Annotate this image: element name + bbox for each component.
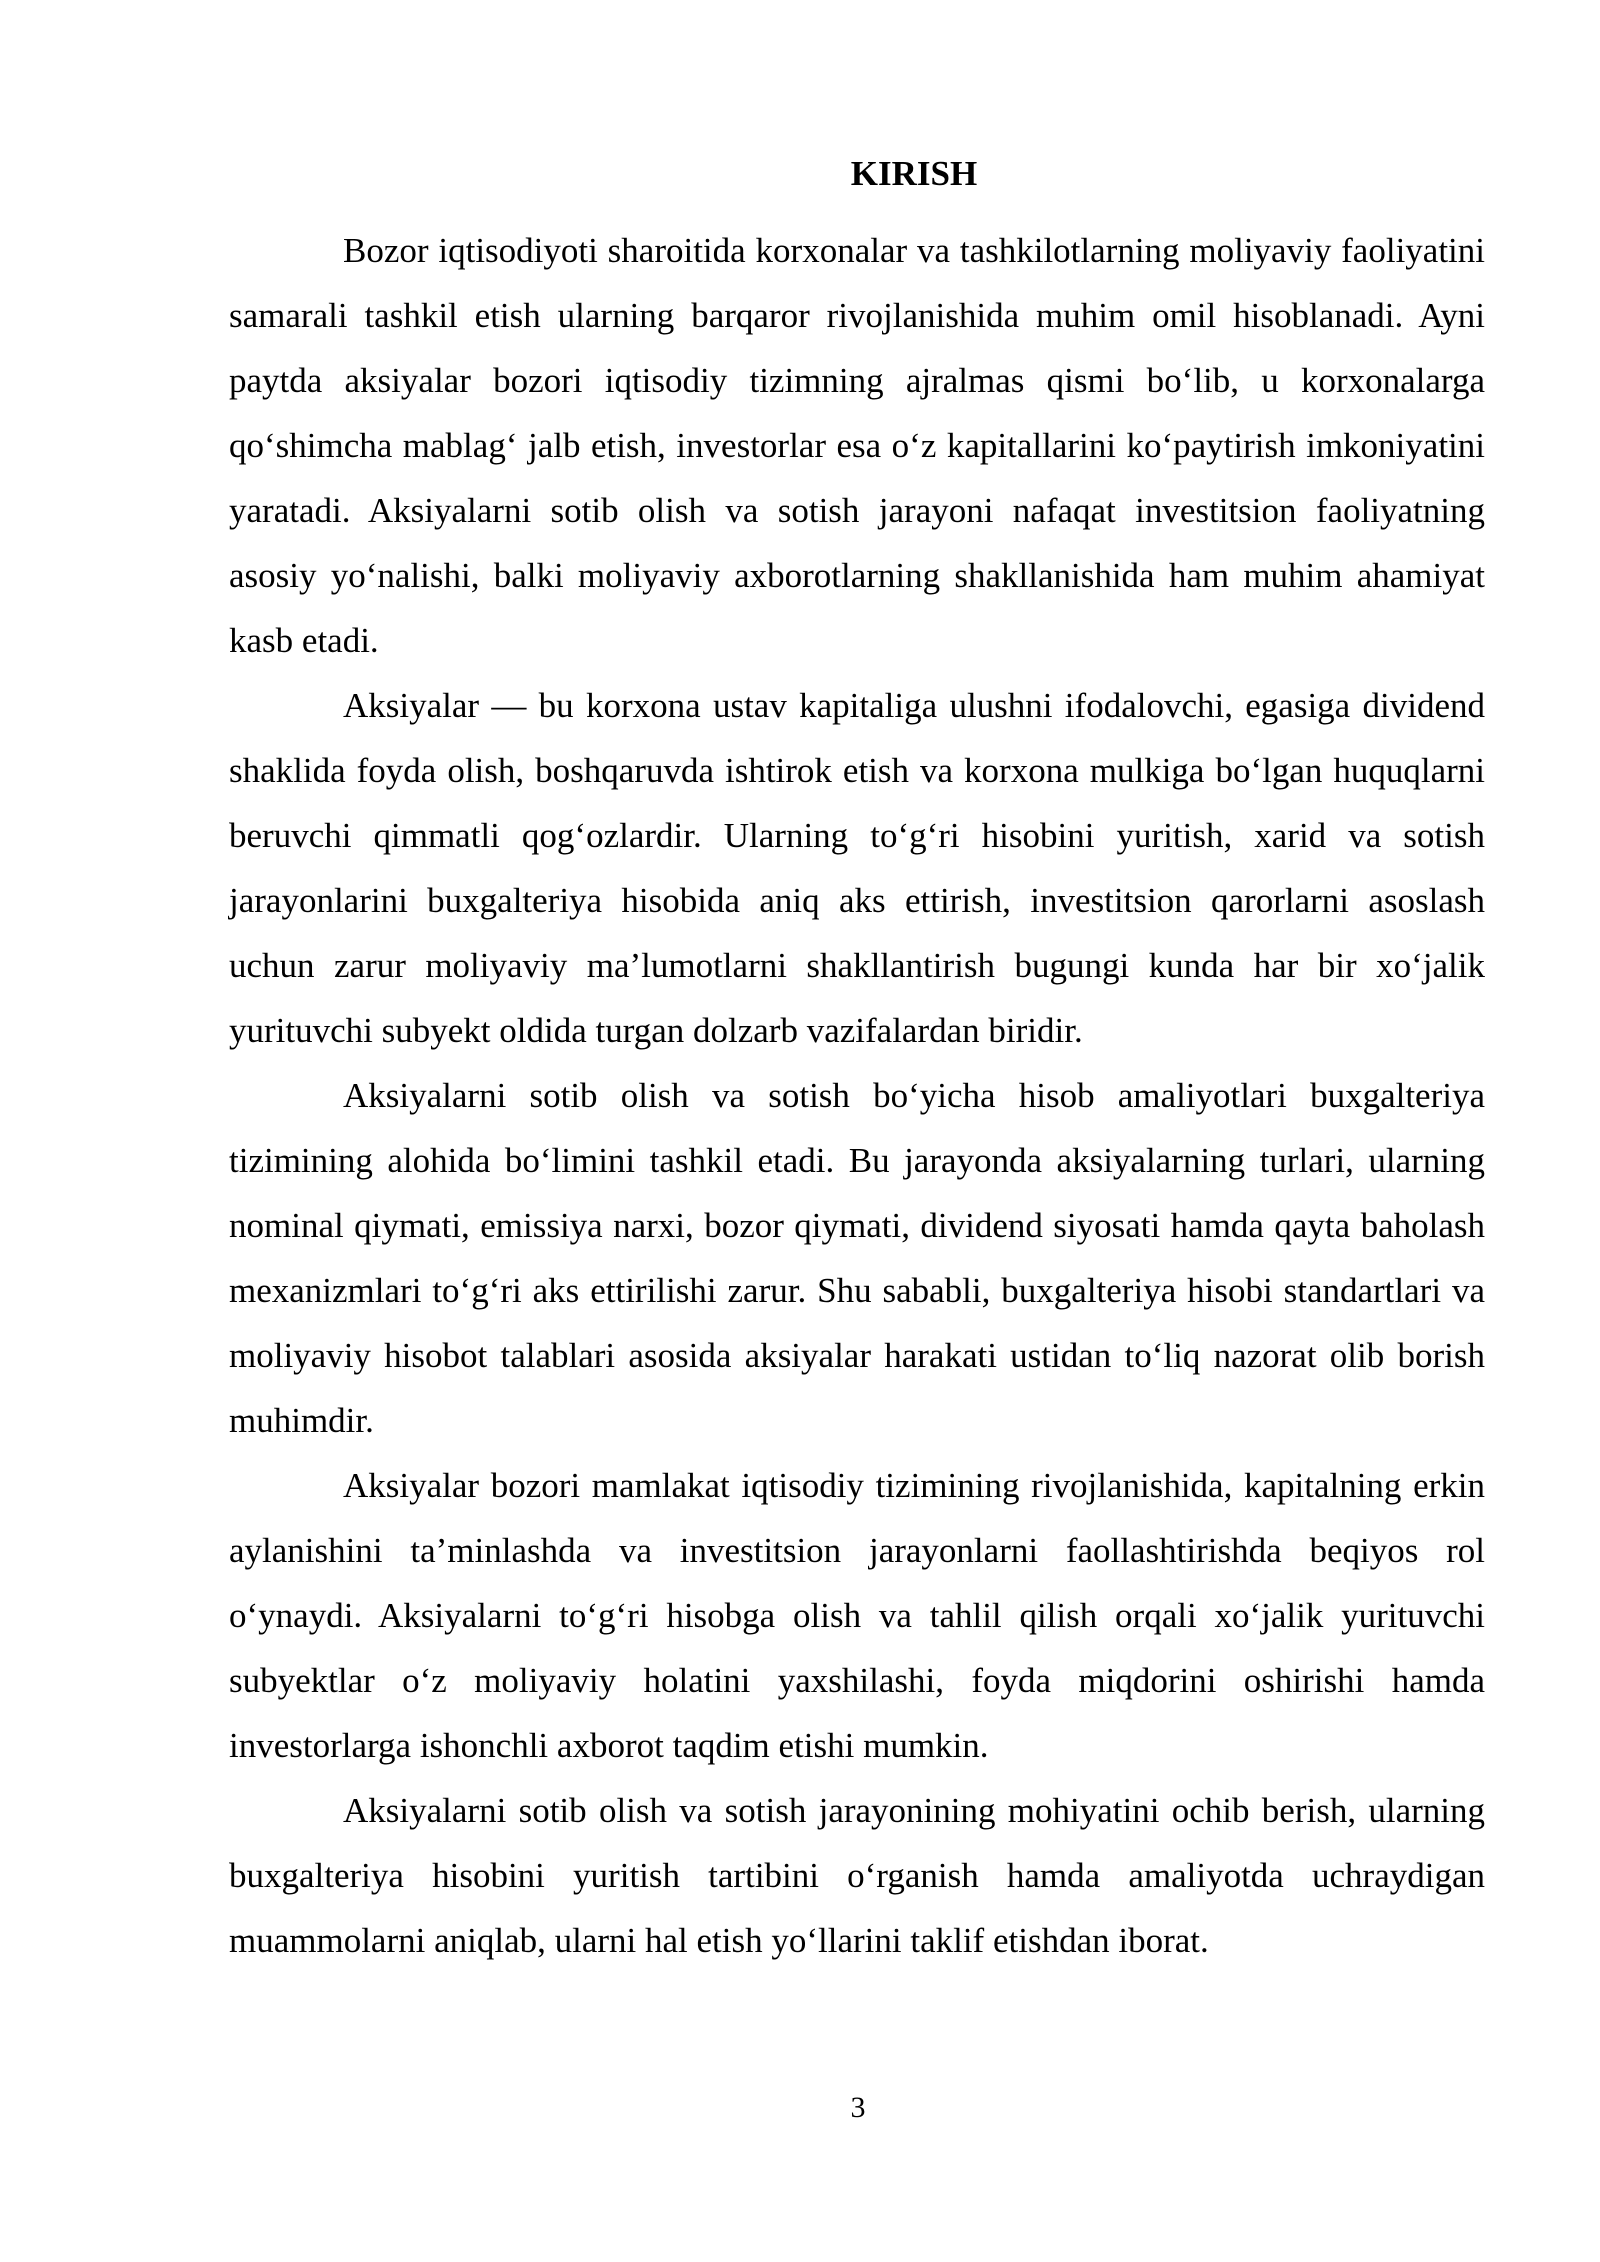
body-text bbox=[229, 218, 1485, 1973]
paragraph: Aksiyalarni sotib olish va sotish bo‘yicha hisob amaliyotlari buxgalteriya tizimining alohida bo‘limini tashkil etadi. Bu jarayonda aksiyalarning turlari, ularning nominal qiymati, emissiya narxi, bozor qiymati, dividend siyosati hamda qayta baholash mexanizmlari to‘g‘ri aks ettirilishi zarur. Shu sababli, buxgalteriya hisobi standartlari va moliyaviy hisobot talablari asosida aksiyalar harakati ustidan to‘liq nazorat olib borish muhimdir. bbox=[229, 1076, 1485, 1440]
page-number: 3 bbox=[850, 2091, 866, 2124]
paragraph: Aksiyalar bozori mamlakat iqtisodiy tizimining rivojlanishida, kapitalning erkin aylanishini ta’minlashda va investitsion jarayonlarni faollashtirishda beqiyos rol o‘ynaydi. Aksiyalarni to‘g‘ri hisobga olish va tahlil qilish orqali xo‘jalik yurituvchi subyektlar o‘z moliyaviy holatini yaxshilashi, foyda miqdorini oshirishi hamda investorlarga ishonchli axborot taqdim etishi mumkin. bbox=[229, 1466, 1485, 1765]
paragraph: Aksiyalarni sotib olish va sotish jarayonining mohiyatini ochib berish, ularning buxgalteriya hisobini yuritish tartibini o‘rganish hamda amaliyotda uchraydigan muammolarni aniqlab, ularni hal etish yo‘llarini taklif etishdan iborat. bbox=[229, 1791, 1485, 1960]
paragraph: Aksiyalar — bu korxona ustav kapitaliga ulushni ifodalovchi, egasiga dividend shaklida foyda olish, boshqaruvda ishtirok etish va korxona mulkiga bo‘lgan huquqlarni beruvchi qimmatli qog‘ozlardir. Ularning to‘g‘ri hisobini yuritish, xarid va sotish jarayonlarini buxgalteriya hisobida aniq aks ettirish, investitsion qarorlarni asoslash uchun zarur moliyaviy ma’lumotlarni shakllantirish bugungi kunda har bir xo‘jalik yurituvchi subyekt oldida turgan dolzarb vazifalardan biridir. bbox=[229, 686, 1485, 1050]
section-heading: KIRISH bbox=[850, 154, 978, 193]
paragraph: Bozor iqtisodiyoti sharoitida korxonalar va tashkilotlarning moliyaviy faoliyatini samarali tashkil etish ularning barqaror rivojlanishida muhim omil hisoblanadi. Ayni paytda aksiyalar bozori iqtisodiy tizimning ajralmas qismi bo‘lib, u korxonalarga qo‘shimcha mablag‘ jalb etish, investorlar esa o‘z kapitallarini ko‘paytirish imkoniyatini yaratadi. Aksiyalarni sotib olish va sotish jarayoni nafaqat investitsion faoliyatning asosiy yo‘nalishi, balki moliyaviy axborotlarning shakllanishida ham muhim ahamiyat kasb etadi. bbox=[229, 231, 1485, 660]
